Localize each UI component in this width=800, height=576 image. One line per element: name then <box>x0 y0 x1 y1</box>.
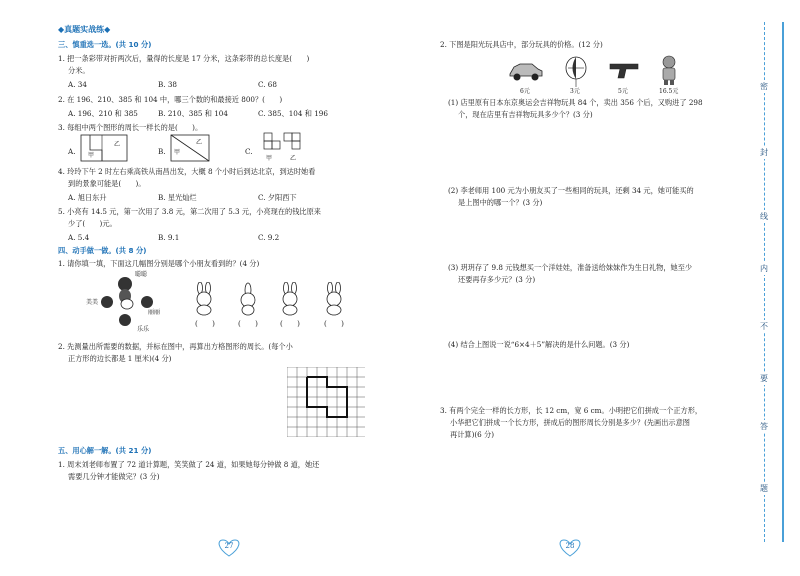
seal-char-3: 线 <box>760 212 768 221</box>
q3a-label-jia: 甲 <box>88 152 95 159</box>
q3b-label-yi: 乙 <box>196 139 203 146</box>
toy-doll-icon <box>658 54 680 86</box>
section-4-title: 四、动手做一做。(共 8 分) <box>58 246 147 255</box>
kid-meimei: 美美 <box>86 299 99 306</box>
kid-lili: 丽丽 <box>148 309 161 316</box>
q5-option-b: B. 9.1 <box>158 233 180 242</box>
children-bunny-illustration <box>95 272 170 334</box>
seal-char-1: 密 <box>760 82 768 91</box>
sub3-line2: 还要再存多少元？(3 分) <box>458 275 536 284</box>
p2-line2: 正方形的边长都是 1 厘米)(4 分) <box>68 354 172 363</box>
q3-option-c: C. <box>245 147 253 156</box>
p1-stem: 1. 请你填一填，下面这几幅图分别是哪个小朋友看到的？(4 分) <box>58 259 260 268</box>
q3-right-line3: 再计算)(6 分) <box>450 430 495 439</box>
kid-lele: 乐乐 <box>137 326 150 333</box>
q3-right-line1: 3. 有两个完全一样的长方形，长 12 cm，宽 6 cm。小明把它们拼成一个正方形， <box>440 406 703 415</box>
q2-option-a: A. 196、210 和 385 <box>68 109 138 118</box>
q5-option-a: A. 5.4 <box>68 233 90 242</box>
q2-option-b: B. 210、385 和 104 <box>158 109 228 118</box>
q2-option-c: C. 385、104 和 196 <box>258 109 328 118</box>
q4-line1: 4. 玲玲下午 2 时左右乘高铁从南昌出发，大概 8 个小时后到达北京，到达时她看 <box>58 167 316 176</box>
sub1-line2: 个，现在店里有吉祥物玩具多少个？(3 分) <box>458 110 593 119</box>
section-5-title: 五、用心解一解。(共 21 分) <box>58 446 152 455</box>
toy-car-price: 6元 <box>520 88 530 95</box>
q3a-label-yi: 乙 <box>114 141 121 148</box>
w1-line1: 1. 周末刘老师布置了 72 道计算题，笑笑做了 24 道，如果她每分钟做 8 道，她还 <box>58 460 320 469</box>
seal-char-4: 内 <box>760 264 768 273</box>
q4-option-a: A. 旭日东升 <box>68 193 107 202</box>
toy-doll-price: 16.5元 <box>659 88 679 95</box>
q1-line1: 1. 把一条彩带对折两次后，量得的长度是 17 分米，这条彩带的总长度是( ) <box>58 54 310 63</box>
q5-line1: 5. 小亮有 14.5 元，第一次用了 3.8 元，第二次用了 5.3 元，小亮现在的钱比原来 <box>58 207 321 216</box>
sub4-stem: (4) 结合上图说一说“6×4＋5”解决的是什么问题。(3 分) <box>448 340 630 349</box>
seal-char-2: 封 <box>760 148 768 157</box>
toy-pistol-icon <box>608 60 644 82</box>
page-number-28: 28 <box>555 538 585 554</box>
seal-char-7: 答 <box>760 422 768 431</box>
toy-pistol-price: 5元 <box>618 88 628 95</box>
sub1-line1: (1) 店里原有日本东京奥运会吉祥物玩具 84 个，卖出 356 个后，又购进了 298 <box>448 98 703 107</box>
blank-3[interactable]: ( ) <box>280 319 300 328</box>
seal-char-6: 要 <box>760 374 768 383</box>
blank-2[interactable]: ( ) <box>238 319 258 328</box>
blank-1[interactable]: ( ) <box>195 319 215 328</box>
q2-stem-right: 2. 下图是阳光玩具店中，部分玩具的价格。(12 分) <box>440 40 603 49</box>
q5-option-c: C. 9.2 <box>258 233 280 242</box>
q2-stem: 2. 在 196、210、385 和 104 中，哪三个数的和最接近 800？( ) <box>58 95 283 104</box>
sub2-line2: 是上图中的哪一个？(3 分) <box>458 198 543 207</box>
toy-car-icon <box>508 58 544 82</box>
square-grid-figure <box>287 367 365 437</box>
q3-option-a: A. <box>68 147 76 156</box>
bunny-views <box>190 282 360 316</box>
q1-line2: 分米。 <box>68 66 90 75</box>
q3-stem: 3. 每组中两个图形的周长一样长的是( )。 <box>58 123 203 132</box>
q1-option-c: C. 68 <box>258 80 277 89</box>
w1-line2: 需要几分钟才能做完？(3 分) <box>68 472 160 481</box>
q3b-label-jia: 甲 <box>174 149 181 156</box>
q5-line2: 少了( )元。 <box>68 219 117 228</box>
q3-right-line2: 小华把它们拼成一个长方形，拼成后的图形周长分别是多少？(先画出示意图 <box>450 418 690 427</box>
practice-banner: ◆真题实战练◆ <box>58 25 111 34</box>
kid-congcong: 聪聪 <box>135 271 148 278</box>
seal-dashed-line <box>764 22 765 542</box>
q3c-label-yi: 乙 <box>290 155 297 162</box>
q4-option-c: C. 夕阳西下 <box>258 193 297 202</box>
sub3-line1: (3) 玥玥存了 9.8 元钱想买一个洋娃娃，准备送给妹妹作为生日礼物，她至少 <box>448 263 693 272</box>
toy-balloon-icon <box>563 56 589 88</box>
q1-option-b: B. 38 <box>158 80 177 89</box>
q3c-label-jia: 甲 <box>266 155 273 162</box>
seal-solid-line <box>782 22 784 542</box>
section-3-title: 三、慎重选一选。(共 10 分) <box>58 40 152 49</box>
q1-option-a: A. 34 <box>68 80 87 89</box>
right-page <box>400 0 800 576</box>
seal-char-5: 不 <box>760 322 768 331</box>
page-number-27: 27 <box>214 538 244 554</box>
q3-option-b: B. <box>158 147 166 156</box>
p2-line1: 2. 先测量出所需要的数据，并标在图中，再算出方格图形的周长。(每个小 <box>58 342 293 351</box>
blank-4[interactable]: ( ) <box>324 319 344 328</box>
seal-char-8: 题 <box>760 484 768 493</box>
toy-balloon-price: 3元 <box>570 88 580 95</box>
q4-line2: 到的景象可能是( )。 <box>68 179 146 188</box>
sub2-line1: (2) 李老师用 100 元为小朋友买了一些相同的玩具，还剩 34 元，她可能买的 <box>448 186 694 195</box>
q4-option-b: B. 星光灿烂 <box>158 193 197 202</box>
